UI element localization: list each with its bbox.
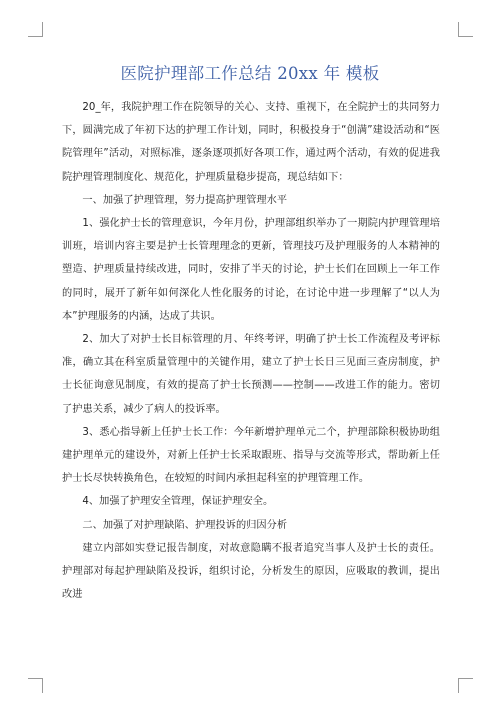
crop-mark-bottom-left <box>28 678 43 693</box>
paragraph-item-3: 3、悉心指导新上任护士长工作：今年新增护理单元二个，护理部除积极协助组建护理单元的建设外，对新上任护士长采取跟班、指导与交流等形式，帮助新上任护士长尽快转换角色，在较短的时间内承担起科室的护理管理工作。 <box>62 426 440 485</box>
document-title: 医院护理部工作总结 20xx 年 模板 <box>120 64 380 83</box>
crop-mark-bottom-right <box>458 678 473 693</box>
paragraph-intro: 20_年，我院护理工作在院领导的关心、支持、重视下，在全院护士的共同努力下，圆满完成了年初下达的护理工作计划，同时，积极投身于“创满”建设活动和“医院管理年”活动，对照标准，逐条逐项抓好各项工作，通过两个活动，有效的促进我院护理管理制度化、规范化，护理质量稳步提高，现总结如下： <box>62 102 440 183</box>
section-heading-1: 一、加强了护理管理，努力提高护理管理水平 <box>82 194 288 206</box>
paragraph-item-4: 4、加强了护理安全管理，保证护理安全。 <box>82 496 274 508</box>
paragraph-item-1: 1、强化护士长的管理意识，今年月份，护理部组织举办了一期院内护理管理培训班，培训内容主要是护士长管理理念的更新，管理技巧及护理服务的人本精神的塑造、护理质量持续改进，同时，安排了半天的讨论，护士长们在回顾上一年工作的同时，展开了新年如何深化人性化服务的讨论，在讨论中进一步理解了“以人为本”护理服务的内涵，达成了共识。 <box>62 218 440 322</box>
crop-mark-top-right <box>458 22 473 37</box>
crop-mark-top-left <box>28 22 43 37</box>
paragraph-section-2: 建立内部如实登记报告制度，对故意隐瞒不报者追究当事人及护士长的责任。护理部对每起护理缺陷及投诉，组织讨论，分析发生的原因，应吸取的教训，提出改进 <box>62 542 440 601</box>
section-heading-2: 二、加强了对护理缺陷、护理投诉的归因分析 <box>82 519 288 531</box>
document-body <box>62 96 440 606</box>
paragraph-item-2: 2、加大了对护士长目标管理的月、年终考评，明确了护士长工作流程及考评标准，确立其在科室质量管理中的关键作用，建立了护士长日三见面三查房制度，护士长征询意见制度，有效的提高了护士长预测——控制——改进工作的能力。密切了护患关系，减少了病人的投诉率。 <box>62 334 440 415</box>
